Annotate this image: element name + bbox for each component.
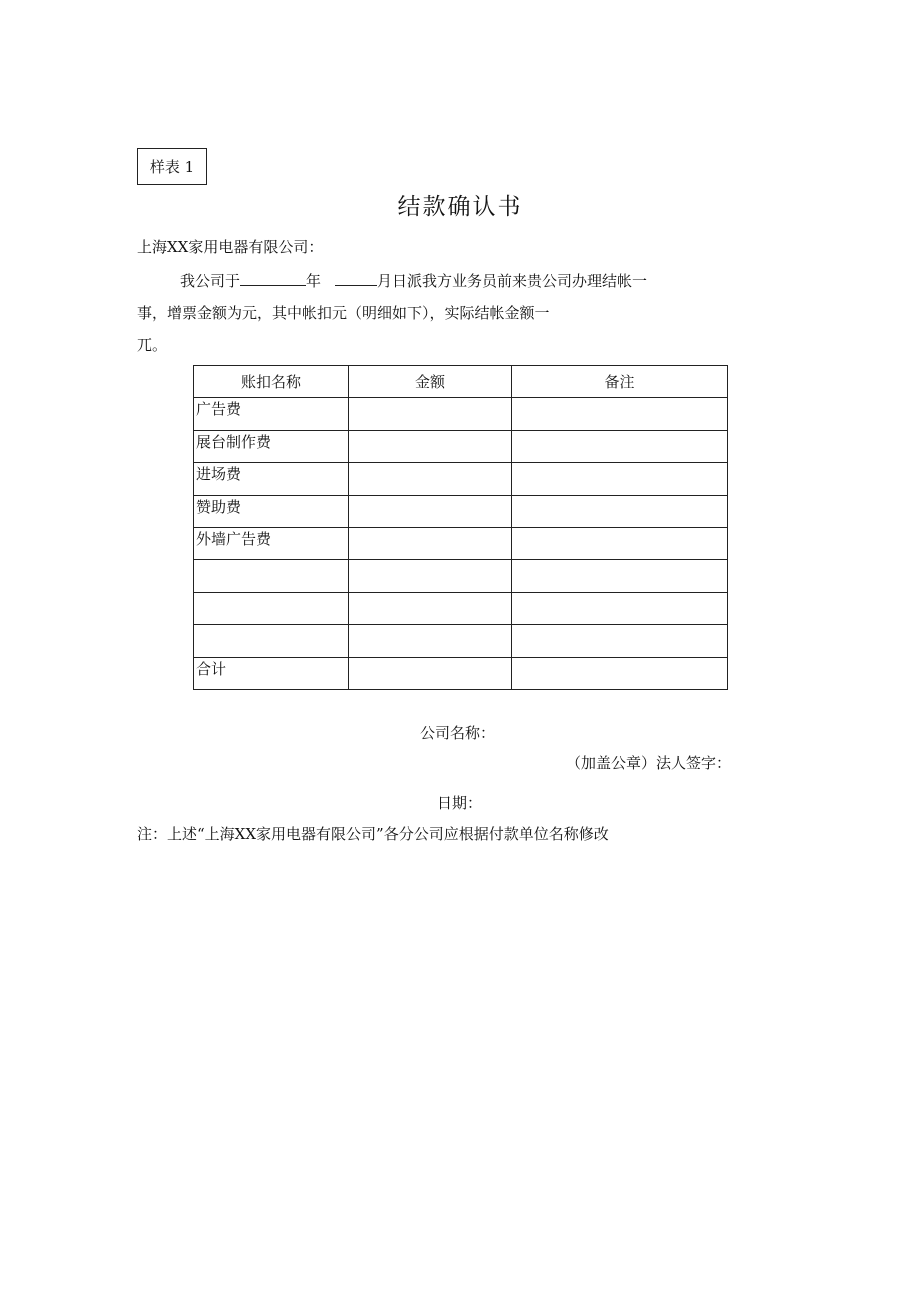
cell-remarks[interactable]	[512, 625, 728, 657]
table-row	[194, 527, 728, 559]
cell-name: 外墙广告费	[194, 527, 349, 559]
cell-amount[interactable]	[349, 495, 512, 527]
cell-remarks[interactable]	[512, 592, 728, 624]
cell-name: 进场费	[194, 463, 349, 495]
cell-name[interactable]	[194, 592, 349, 624]
table-row	[194, 463, 728, 495]
cell-remarks[interactable]	[512, 495, 728, 527]
cell-amount[interactable]	[349, 625, 512, 657]
body-line1-prefix: 我公司于	[180, 272, 241, 290]
body-paragraph-line-1	[180, 270, 647, 291]
cell-amount[interactable]	[349, 430, 512, 462]
month-blank[interactable]	[335, 271, 377, 286]
cell-name: 展台制作费	[194, 430, 349, 462]
table-row	[194, 398, 728, 430]
footnote: 注：上述“上海XX家用电器有限公司”各分公司应根据付款单位名称修改	[137, 825, 609, 843]
date-label: 日期：	[437, 794, 483, 812]
cell-name: 广告费	[194, 398, 349, 430]
table-row	[194, 430, 728, 462]
cell-amount[interactable]	[349, 398, 512, 430]
cell-amount[interactable]	[349, 560, 512, 592]
cell-remarks[interactable]	[512, 560, 728, 592]
cell-amount[interactable]	[349, 592, 512, 624]
table-row	[194, 495, 728, 527]
sample-label: 样表 1	[149, 158, 195, 176]
deduction-table	[193, 365, 728, 690]
header-deduction-name: 账扣名称	[194, 366, 349, 398]
table-row	[194, 625, 728, 657]
document-title: 结款确认书	[397, 194, 523, 220]
body-line1-year: 年	[306, 272, 322, 290]
cell-remarks[interactable]	[512, 398, 728, 430]
cell-total-amount[interactable]	[349, 657, 512, 689]
header-remarks: 备注	[512, 366, 728, 398]
addressee: 上海XX家用电器有限公司：	[137, 238, 324, 256]
table-row	[194, 560, 728, 592]
cell-remarks[interactable]	[512, 430, 728, 462]
cell-name[interactable]	[194, 560, 349, 592]
table-total-row	[194, 657, 728, 689]
table-row	[194, 592, 728, 624]
body-line1-rest: 月日派我方业务员前来贵公司办理结帐一	[377, 272, 648, 290]
cell-amount[interactable]	[349, 527, 512, 559]
cell-name: 赞助费	[194, 495, 349, 527]
sample-label-box	[137, 148, 207, 185]
seal-signature-label: （加盖公章）法人签字：	[566, 754, 732, 772]
header-amount: 金额	[349, 366, 512, 398]
cell-remarks[interactable]	[512, 527, 728, 559]
body-paragraph-line-2: 事，增票金额为元，其中帐扣元（明细如下），实际结帐金额一	[137, 304, 550, 322]
cell-amount[interactable]	[349, 463, 512, 495]
cell-remarks[interactable]	[512, 463, 728, 495]
cell-name[interactable]	[194, 625, 349, 657]
body-paragraph-line-3: 兀。	[137, 336, 168, 354]
table-header-row	[194, 366, 728, 398]
company-name-label: 公司名称：	[420, 724, 496, 742]
year-blank[interactable]	[240, 271, 306, 286]
cell-total-remarks[interactable]	[512, 657, 728, 689]
cell-total-label: 合计	[194, 657, 349, 689]
